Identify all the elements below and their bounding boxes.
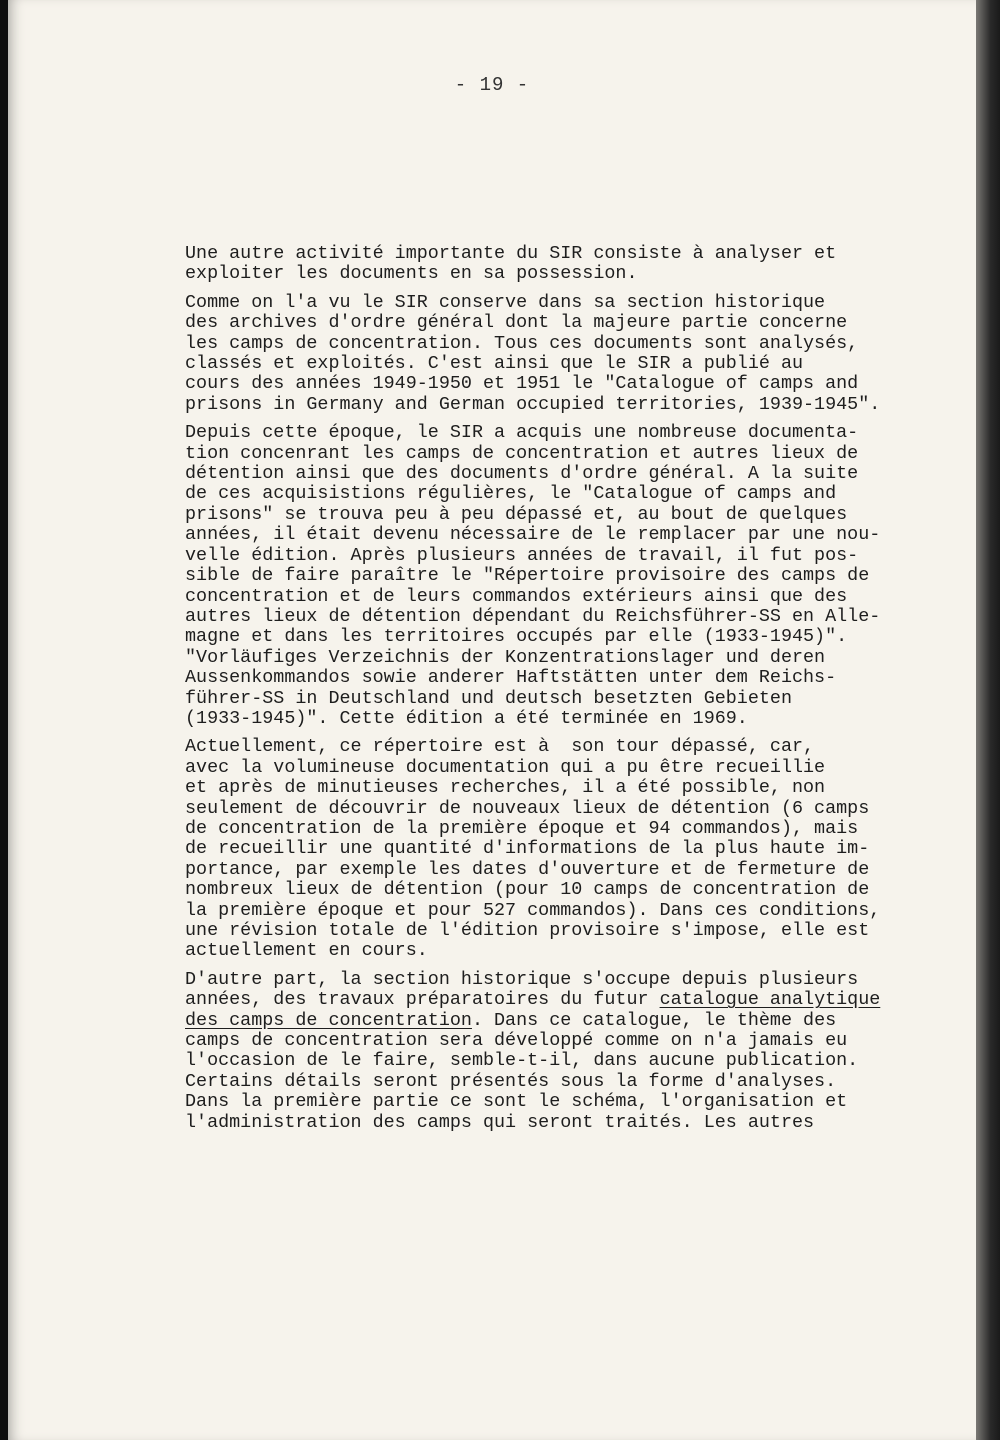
text-line: Dans la première partie ce sont le schéma, l'organisation et bbox=[185, 1091, 848, 1113]
text-line: et après de minutieuses recherches, il a été possible, non bbox=[185, 777, 826, 799]
text-line: Aussenkommandos sowie anderer Haftstätten unter dem Reichs- bbox=[185, 667, 837, 689]
text-line bbox=[185, 1011, 933, 1031]
underlined-title: catalogue analytique bbox=[659, 989, 881, 1011]
document-page bbox=[8, 0, 976, 1440]
text-line: détention ainsi que des documents d'ordre général. A la suite bbox=[185, 463, 859, 485]
text-line: führer-SS in Deutschland und deutsch besetzten Gebieten bbox=[185, 687, 792, 709]
text-line: les camps de concentration. Tous ces documents sont analysés, bbox=[185, 332, 859, 354]
text-line: velle édition. Après plusieurs années de travail, il fut pos- bbox=[185, 544, 859, 566]
document-body bbox=[185, 244, 933, 1141]
text-line: (1933-1945)". Cette édition a été terminée en 1969. bbox=[185, 707, 748, 729]
text-line: nombreux lieux de détention (pour 10 camps de concentration de bbox=[185, 879, 870, 901]
text-line: autres lieux de détention dépendant du Reichsführer-SS en Alle- bbox=[185, 605, 881, 627]
text-line: une révision totale de l'édition provisoire s'impose, elle est bbox=[185, 920, 870, 941]
text-line: avec la volumineuse documentation qui a pu être recueillie bbox=[185, 756, 826, 778]
paragraph-1 bbox=[185, 244, 933, 285]
text-line: Certains détails seront présentés sous la forme d'analyses. bbox=[185, 1070, 837, 1092]
text-line: concentration et de leurs commandos extérieurs ainsi que des bbox=[185, 585, 848, 607]
text-line: prisons in Germany and German occupied territories, 1939-1945". bbox=[185, 393, 881, 415]
paragraph-4 bbox=[185, 737, 933, 961]
text-line: Actuellement, ce répertoire est à son tour dépassé, car, bbox=[185, 736, 815, 758]
paragraph-3 bbox=[185, 423, 933, 729]
text-line: la première époque et pour 527 commandos). Dans ces conditions, bbox=[185, 899, 881, 921]
text-segment: années, des travaux préparatoires du futur bbox=[185, 989, 660, 1011]
text-line: Comme on l'a vu le SIR conserve dans sa section historique bbox=[185, 291, 826, 313]
text-line: sible de faire paraître le "Répertoire provisoire des camps de bbox=[185, 565, 870, 587]
text-line: magne et dans les territoires occupés par elle (1933-1945)". bbox=[185, 626, 848, 648]
text-line: D'autre part, la section historique s'occupe depuis plusieurs bbox=[185, 968, 859, 990]
text-segment: . Dans ce catalogue, le thème des bbox=[471, 1009, 837, 1031]
text-line: l'occasion de le faire, semble-t-il, dans aucune publication. bbox=[185, 1050, 859, 1072]
text-line: années, il était devenu nécessaire de le remplacer par une nou- bbox=[185, 524, 881, 546]
underlined-title: des camps de concentration bbox=[185, 1009, 472, 1031]
text-line bbox=[185, 990, 933, 1010]
paragraph-5 bbox=[185, 970, 933, 1133]
text-line: l'administration des camps qui seront traités. Les autres bbox=[185, 1111, 815, 1133]
text-line: camps de concentration sera développé comme on n'a jamais eu bbox=[185, 1030, 848, 1052]
text-line: classés et exploités. C'est ainsi que le SIR a publié au bbox=[185, 353, 804, 375]
text-line: portance, par exemple les dates d'ouverture et de fermeture de bbox=[185, 858, 870, 880]
text-line: Depuis cette époque, le SIR a acquis une nombreuse documenta- bbox=[185, 422, 859, 444]
text-line: "Vorläufiges Verzeichnis der Konzentrationslager und deren bbox=[185, 646, 826, 668]
book-binding bbox=[0, 0, 8, 1440]
text-line: cours des années 1949-1950 et 1951 le "Catalogue of camps and bbox=[185, 373, 859, 395]
page-number: - 19 - bbox=[454, 74, 530, 96]
text-line: actuellement en cours. bbox=[185, 940, 428, 962]
text-line: de recueillir une quantité d'informations de la plus haute im- bbox=[185, 838, 870, 860]
page-edge-shadow bbox=[976, 0, 1000, 1440]
text-line: de ces acquisistions régulières, le "Catalogue of camps and bbox=[185, 483, 837, 505]
text-line: prisons" se trouva peu à peu dépassé et, au bout de quelques bbox=[185, 503, 848, 525]
text-line: seulement de découvrir de nouveaux lieux de détention (6 camps bbox=[185, 797, 870, 819]
paragraph-2 bbox=[185, 293, 933, 415]
text-line: des archives d'ordre général dont la majeure partie concerne bbox=[185, 312, 848, 334]
text-line: Une autre activité importante du SIR consiste à analyser et bbox=[185, 243, 837, 264]
text-line: de concentration de la première époque et 94 commandos), mais bbox=[185, 817, 859, 839]
text-line: exploiter les documents en sa possession. bbox=[185, 263, 638, 285]
text-line: tion concenrant les camps de concentration et autres lieux de bbox=[185, 442, 859, 464]
